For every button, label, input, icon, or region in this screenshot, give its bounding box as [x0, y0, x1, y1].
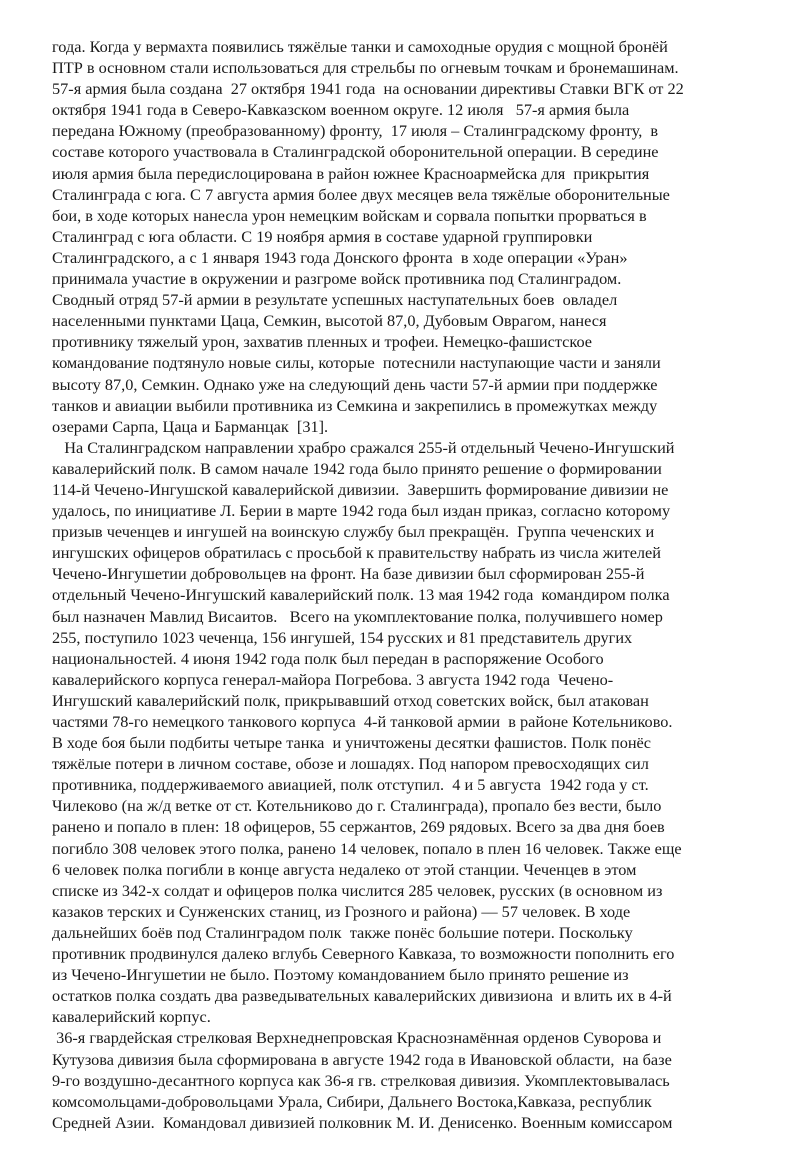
text-line: кавалерийского корпуса генерал-майора Погребова. 3 августа 1942 года Чечено-	[52, 669, 614, 689]
text-line: 114-й Чечено-Ингушской кавалерийской дивизии. Завершить формирование дивизии не	[52, 479, 669, 499]
text-line: 255, поступило 1023 чеченца, 156 ингушей, 154 русских и 81 представитель других	[52, 627, 633, 647]
text-line: остатков полка создать два разведывательных кавалерийских дивизиона и влить их в 4-й	[52, 986, 672, 1006]
document-body-text	[52, 36, 752, 1154]
text-line: противнику тяжелый урон, захватив пленных и трофеи. Немецко-фашистское	[52, 332, 593, 352]
text-line: населенными пунктами Цаца, Семкин, высотой 87,0, Дубовым Оврагом, нанеся	[52, 311, 607, 331]
text-line: 9-го воздушно-десантного корпуса как 36-я гв. стрелковая дивизия. Укомплектовывалась	[52, 1070, 670, 1090]
text-line: высоту 87,0, Семкин. Однако уже на следующий день части 57-й армии при поддержке	[52, 374, 658, 394]
text-line: озерами Сарпа, Цаца и Барманцак [31].	[52, 416, 329, 436]
text-line: Чечено-Ингушетии добровольцев на фронт. На базе дивизии был сформирован 255-й	[52, 564, 645, 584]
text-line: комсомольцами-добровольцами Урала, Сибири, Дальнего Востока,Кавказа, республик	[52, 1091, 652, 1111]
text-line: Сталинграда с юга. С 7 августа армия более двух месяцев вела тяжёлые оборонительные	[52, 184, 670, 204]
text-line: отдельный Чечено-Ингушский кавалерийский полк. 13 мая 1942 года командиром полка	[52, 585, 670, 605]
text-line: В ходе боя были подбиты четыре танка и уничтожены десятки фашистов. Полк понёс	[52, 733, 652, 753]
text-line: бои, в ходе которых нанесла урон немецким войскам и сорвала попытки прорваться в	[52, 205, 647, 225]
text-line: составе которого участвовала в Сталинградской оборонительной операции. В середине	[52, 142, 659, 162]
text-line: призыв чеченцев и ингушей на воинскую службу был прекращён. Группа чеченских и	[52, 522, 655, 542]
text-line: Сталинград с юга области. С 19 ноября армия в составе ударной группировки	[52, 226, 593, 246]
text-line: 36-я гвардейская стрелковая Верхнеднепровская Краснознамённая орденов Суворова и	[52, 1028, 662, 1048]
text-line: противник продвинулся далеко вглубь Северного Кавказа, то возможности пополнить его	[52, 944, 675, 964]
text-line: противника, поддерживаемого авиацией, полк отступил. 4 и 5 августа 1942 года у ст.	[52, 775, 649, 795]
text-line: Кутузова дивизия была сформирована в августе 1942 года в Ивановской области, на базе	[52, 1049, 672, 1069]
text-line: октября 1941 года в Северо-Кавказском военном округе. 12 июля 57-я армия была	[52, 100, 630, 120]
text-line: ингушских офицеров обратилась с просьбой к правительству набрать из числа жителей	[52, 543, 661, 563]
text-line: На Сталинградском направлении храбро сражался 255-й отдельный Чечено-Ингушский	[52, 437, 675, 457]
text-line: был назначен Мавлид Висаитов. Всего на укомплектование полка, получившего номер	[52, 606, 663, 626]
text-line: передана Южному (преобразованному) фронту, 17 июля – Сталинградскому фронту, в	[52, 121, 659, 141]
text-line: 57-я армия была создана 27 октября 1941 года на основании директивы Ставки ВГК от 22	[52, 79, 684, 99]
text-line: национальностей. 4 июня 1942 года полк был передан в распоряжение Особого	[52, 648, 604, 668]
text-line: танков и авиации выбили противника из Семкина и закрепились в промежутках между	[52, 395, 658, 415]
text-line: тяжёлые потери в личном составе, обозе и лошадях. Под напором превосходящих сил	[52, 754, 649, 774]
text-line: июля армия была передислоцирована в район южнее Красноармейска для прикрытия	[52, 163, 650, 183]
text-line: дальнейших боёв под Сталинградом полк также понёс большие потери. Поскольку	[52, 922, 633, 942]
text-line: Сталинградского, а с 1 января 1943 года Донского фронта в ходе операции «Уран»	[52, 247, 628, 267]
text-line: года. Когда у вермахта появились тяжёлые танки и самоходные орудия с мощной бронёй	[52, 37, 668, 56]
text-line: Средней Азии. Командовал дивизией полковник М. И. Денисенко. Военным комиссаром	[52, 1112, 673, 1132]
text-line: удалось, по инициативе Л. Берии в марте 1942 года был издан приказ, согласно которому	[52, 501, 671, 521]
text-line: Сводный отряд 57-й армии в результате успешных наступательных боев овладел	[52, 290, 618, 310]
text-line: принимала участие в окружении и разгроме войск противника под Сталинградом.	[52, 269, 622, 289]
text-line: ранено и попало в плен: 18 офицеров, 55 сержантов, 269 рядовых. Всего за два дня боев	[52, 817, 665, 837]
text-line: из Чечено-Ингушетии не было. Поэтому командованием было принято решение из	[52, 965, 629, 985]
text-line: ПТР в основном стали использоваться для стрельбы по огневым точкам и бронемашинам.	[52, 58, 679, 78]
text-line	[52, 1133, 752, 1154]
text-line: списке из 342-х солдат и офицеров полка числится 285 человек, русских (в основном из	[52, 880, 663, 900]
text-line: 6 человек полка погибли в конце августа недалеко от этой станции. Чеченцев в этом	[52, 859, 637, 879]
text-line: погибло 308 человек этого полка, ранено 14 человек, попало в плен 16 человек. Также еще	[52, 838, 682, 858]
text-line: командование подтянуло новые силы, которые потеснили наступающие части и заняли	[52, 353, 661, 373]
text-line: кавалерийский полк. В самом начале 1942 года было принято решение о формировании	[52, 458, 662, 478]
text-line: частями 78-го немецкого танкового корпуса 4-й танковой армии в районе Котельниково.	[52, 712, 673, 731]
text-line: казаков терских и Сунженских станиц, из Грозного и района) — 57 человек. В ходе	[52, 901, 631, 921]
text-line: Ингушский кавалерийский полк, прикрывавший отход советских войск, был атакован	[52, 690, 649, 710]
text-line: кавалерийский корпус.	[52, 1007, 211, 1027]
text-line: Чилеково (на ж/д ветке от ст. Котельниково до г. Сталинграда), пропало без вести, было	[52, 796, 662, 816]
